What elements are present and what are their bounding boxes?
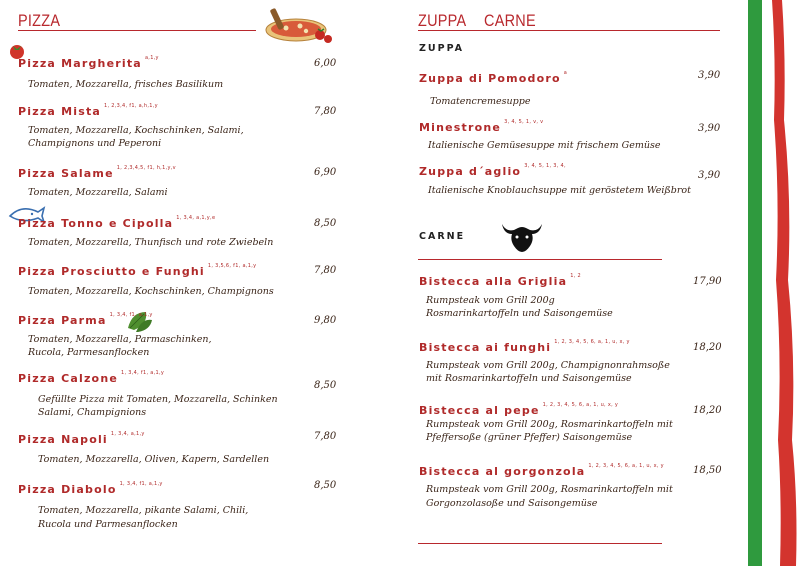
menu-item-desc: Tomatencremesuppe: [430, 96, 531, 107]
menu-item-desc: Champignons und Peperoni: [28, 138, 162, 149]
menu-item-desc: Rumpsteak vom Grill 200g, Rosmarinkartoffeln mit: [426, 419, 673, 430]
menu-item-price: 6,90: [314, 167, 337, 178]
menu-item-name: Pizza Diabolo $^{1, 3,4, f1, a,1,y}$: [18, 481, 163, 496]
pizza-header: PIZZA: [18, 11, 61, 30]
menu-item-price: 7,80: [314, 431, 337, 442]
menu-item-price: 9,80: [314, 315, 337, 326]
carne-section-rule: [418, 259, 662, 260]
menu-item-price: 7,80: [314, 265, 337, 276]
menu-item-desc: Tomaten, Mozzarella, Oliven, Kapern, Sardellen: [38, 454, 270, 465]
menu-item-desc: Pfeffersoße (grüner Pfeffer) Saisongemüse: [426, 432, 633, 443]
menu-item-desc: Rumpsteak vom Grill 200g: [426, 295, 555, 306]
menu-item-price: 17,90: [693, 276, 722, 287]
menu-item-price: 3,90: [698, 123, 721, 134]
menu-item-desc: Salami, Champignions: [38, 407, 147, 418]
menu-item-desc: Rosmarinkartoffeln und Saisongemüse: [426, 308, 613, 319]
flag-stripe-red: [768, 0, 800, 566]
menu-item-desc: Tomaten, Mozzarella, frisches Basilikum: [28, 79, 224, 90]
menu-item-name: Bistecca alla Griglia $^{1, 2}$: [419, 273, 581, 288]
menu-item-desc: Italienische Knoblauchsuppe mit geröstetem Weißbrot: [428, 185, 691, 196]
menu-item-desc: Gorgonzolasoße und Saisongemüse: [426, 498, 598, 509]
menu-item-desc: Tomaten, Mozzarella, Thunfisch und rote Zwiebeln: [28, 237, 274, 248]
menu-item-name: Bistecca al pepe $^{1, 2, 3, 4, 5, 6, a, 1, u, x, y}$: [419, 402, 619, 417]
menu-item-price: 8,50: [314, 380, 337, 391]
menu-item-desc: Tomaten, Mozzarella, pikante Salami, Chili,: [38, 505, 249, 516]
pizza-header-rule: [18, 30, 256, 31]
bottom-rule: [418, 543, 662, 544]
menu-item-price: 18,20: [693, 342, 722, 353]
menu-item-price: 8,50: [314, 218, 337, 229]
menu-item-name: Bistecca ai funghi $^{1, 2, 3, 4, 5, 6, a, 1, u, x, y}$: [419, 339, 630, 354]
menu-item-name: Pizza Prosciutto e Funghi $^{1, 3,5,6, f1, a,1,y}$: [18, 263, 257, 278]
bull-head-icon: [500, 218, 544, 254]
menu-item-desc: Gefüllte Pizza mit Tomaten, Mozzarella, Schinken: [38, 394, 278, 405]
menu-item-price: 3,90: [698, 170, 721, 181]
menu-item-name: Pizza Parma $^{1, 3,4, f1, a,1,y}$: [18, 312, 153, 327]
menu-item-price: 7,80: [314, 106, 337, 117]
zuppa-header: ZUPPA: [418, 11, 467, 30]
pizza-illustration-icon: [262, 2, 338, 46]
menu-item-name: Minestrone $^{3, 4, 5, 1, v, v}$: [419, 119, 544, 134]
menu-item-desc: Tomaten, Mozzarella, Salami: [28, 187, 168, 198]
zuppa-section-title: ZUPPA: [419, 43, 465, 54]
menu-item-desc: Tomaten, Mozzarella, Kochschinken, Champignons: [28, 286, 274, 297]
menu-item-name: Pizza Salame $^{1, 2,3,4,5, f1, h,1,y,v}$: [18, 165, 176, 180]
menu-item-name: Pizza Napoli $^{1, 3,4, a,1,y}$: [18, 431, 145, 446]
menu-item-name: Bistecca al gorgonzola $^{1, 2, 3, 4, 5, 6, a, 1, u, x, y}$: [419, 463, 664, 478]
menu-item-desc: Rucola und Parmesanflocken: [38, 519, 178, 530]
menu-item-price: 18,50: [693, 465, 722, 476]
menu-item-price: 6,00: [314, 58, 337, 69]
menu-item-name: Pizza Mista $^{1, 2,3,4, f1, a,h,1,y}$: [18, 103, 158, 118]
menu-item-name: Pizza Calzone $^{1, 3,4, f1, a,1,y}$: [18, 370, 165, 385]
menu-item-desc: Tomaten, Mozzarella, Kochschinken, Salami,: [28, 125, 244, 136]
menu-item-desc: Rucola, Parmesanflocken: [28, 347, 150, 358]
menu-item-desc: Rumpsteak vom Grill 200g, Rosmarinkartoffeln mit: [426, 484, 673, 495]
carne-header: CARNE: [484, 11, 536, 30]
carne-section-title: CARNE: [419, 231, 466, 242]
menu-item-desc: mit Rosmarinkartoffeln und Saisongemüse: [426, 373, 632, 384]
menu-item-price: 3,90: [698, 70, 721, 81]
menu-item-name: Pizza Tonno e Cipolla $^{1, 3,4, a,1,y,e}$: [18, 215, 216, 230]
menu-item-price: 18,20: [693, 405, 722, 416]
menu-item-desc: Rumpsteak vom Grill 200g, Champignonrahmsoße: [426, 360, 670, 371]
flag-stripe-green: [748, 0, 762, 566]
menu-item-desc: Tomaten, Mozzarella, Parmaschinken,: [28, 334, 212, 345]
menu-item-name: Zuppa d´aglio $^{3, 4, 5, 1, 3, 4,}$: [419, 163, 566, 178]
menu-item-name: Pizza Margherita $^{a,1,y}$: [18, 55, 159, 70]
menu-item-name: Zuppa di Pomodoro $^a$: [419, 70, 568, 85]
menu-item-price: 8,50: [314, 480, 337, 491]
menu-item-desc: Italienische Gemüsesuppe mit frischem Gemüse: [428, 140, 661, 151]
zuppa-carne-header-rule: [418, 30, 720, 31]
